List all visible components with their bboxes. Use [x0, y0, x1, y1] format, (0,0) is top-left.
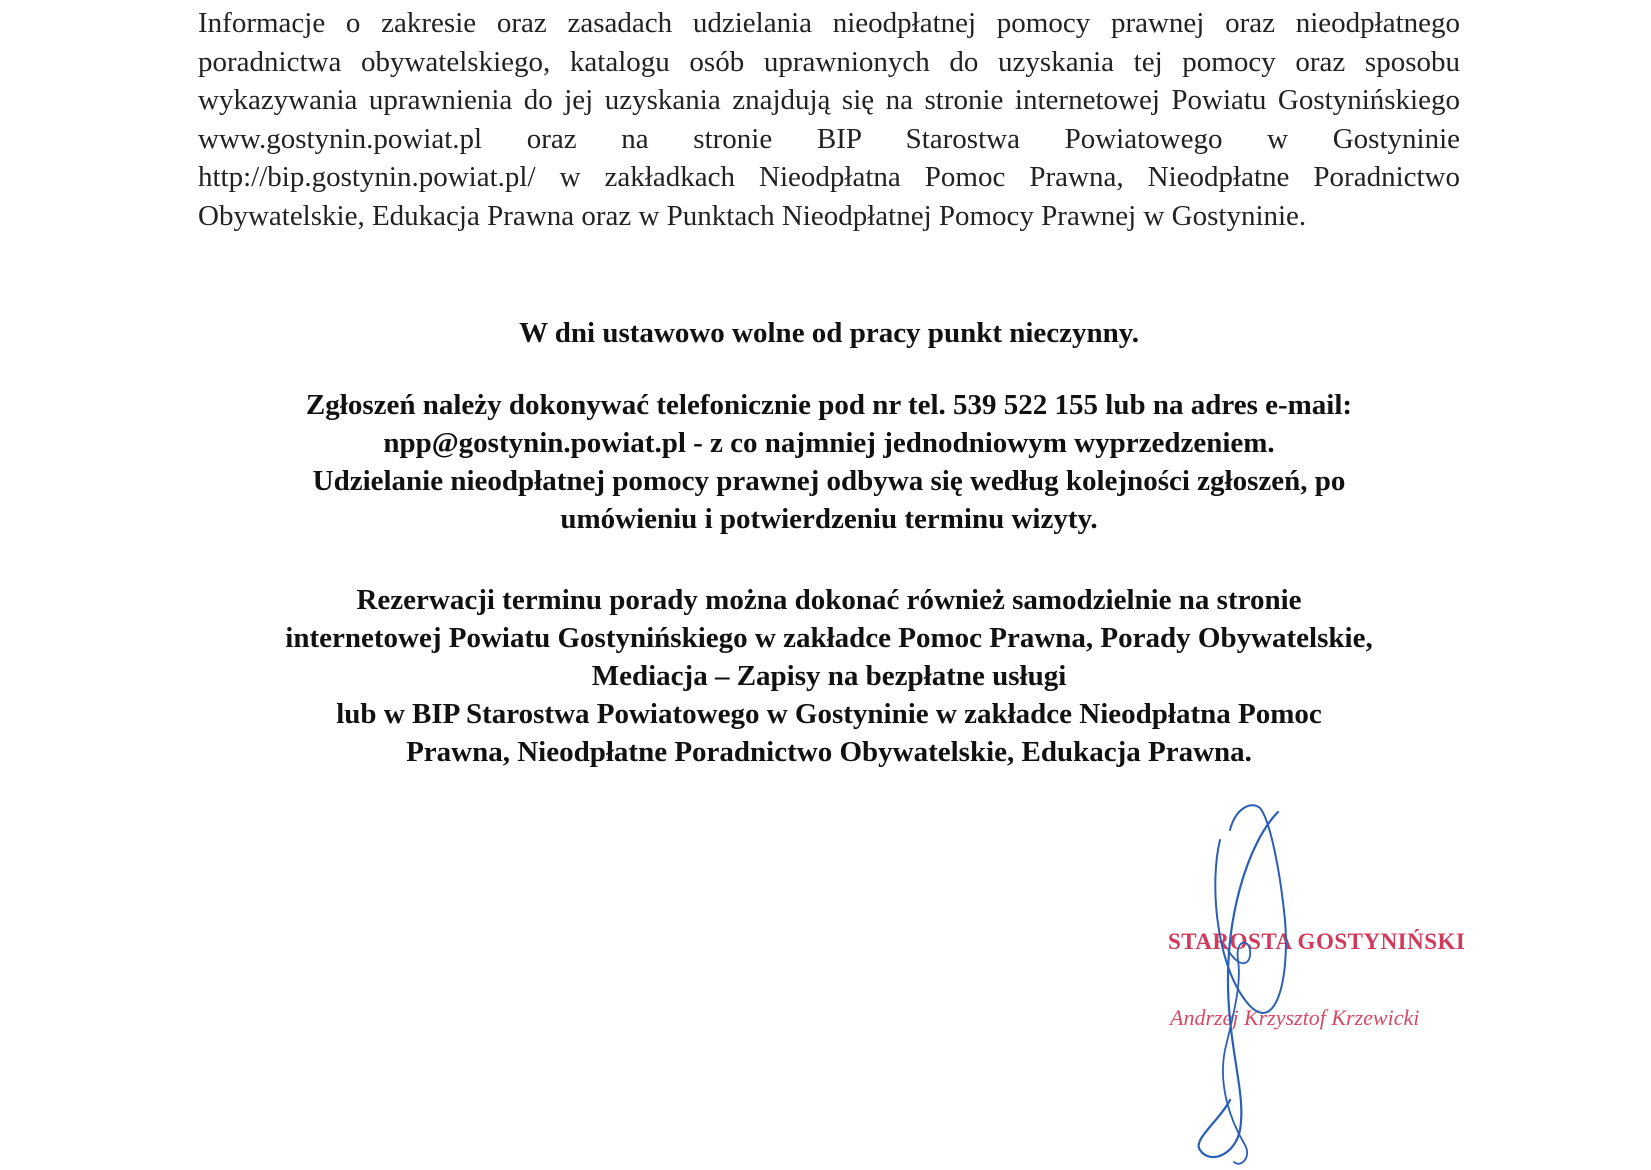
intro-paragraph: Informacje o zakresie oraz zasadach udzielania nieodpłatnej pomocy prawnej oraz nieodpłatnego poradnictwa obywatelskiego, katalogu osób uprawnionych do uzyskania tej pomocy oraz sposobu wykazywania uprawnienia do jej uzyskania znajdują się na stronie internetowej Powiatu Gostynińskiego www.gostynin.powiat.pl oraz na stronie BIP Starostwa Powiatowego w Gostyninie http://bip.gostynin.powiat.pl/ w zakładkach Nieodpłatna Pomoc Prawna, Nieodpłatne Poradnictwo Obywatelskie, Edukacja Prawna oraz w Punktach Nieodpłatnej Pomocy Prawnej w Gostyninie.: [198, 7, 1460, 232]
contact-line: Zgłoszeń należy dokonywać telefonicznie pod nr tel. 539 522 155 lub na adres e-mail:: [305, 389, 1353, 421]
stamp-name: Andrzej Krzysztof Krzewicki: [1170, 1005, 1420, 1030]
reservation-line: Mediacja – Zapisy na bezpłatne usługi: [591, 660, 1067, 692]
contact-line: umówieniu i potwierdzeniu terminu wizyty.: [560, 503, 1098, 535]
reservation-instructions: [198, 581, 1460, 771]
reservation-line: lub w BIP Starostwa Powiatowego w Gostyninie w zakładce Nieodpłatna Pomoc: [336, 698, 1322, 730]
contact-instructions: [198, 386, 1460, 538]
reservation-line: Rezerwacji terminu porady można dokonać również samodzielnie na stronie: [356, 584, 1302, 616]
contact-line: Udzielanie nieodpłatnej pomocy prawnej odbywa się według kolejności zgłoszeń, po: [312, 465, 1346, 497]
reservation-line: internetowej Powiatu Gostynińskiego w zakładce Pomoc Prawna, Porady Obywatelskie,: [285, 622, 1373, 654]
stamp-title: STAROSTA GOSTYNIŃSKI: [1168, 929, 1466, 954]
reservation-line: Prawna, Nieodpłatne Poradnictwo Obywatelskie, Edukacja Prawna.: [406, 736, 1252, 768]
contact-line: npp@gostynin.powiat.pl - z co najmniej jednodniowym wyprzedzeniem.: [383, 427, 1275, 459]
handwritten-signature: [1190, 800, 1370, 1170]
closed-days-note: W dni ustawowo wolne od pracy punkt nieczynny.: [519, 317, 1139, 349]
